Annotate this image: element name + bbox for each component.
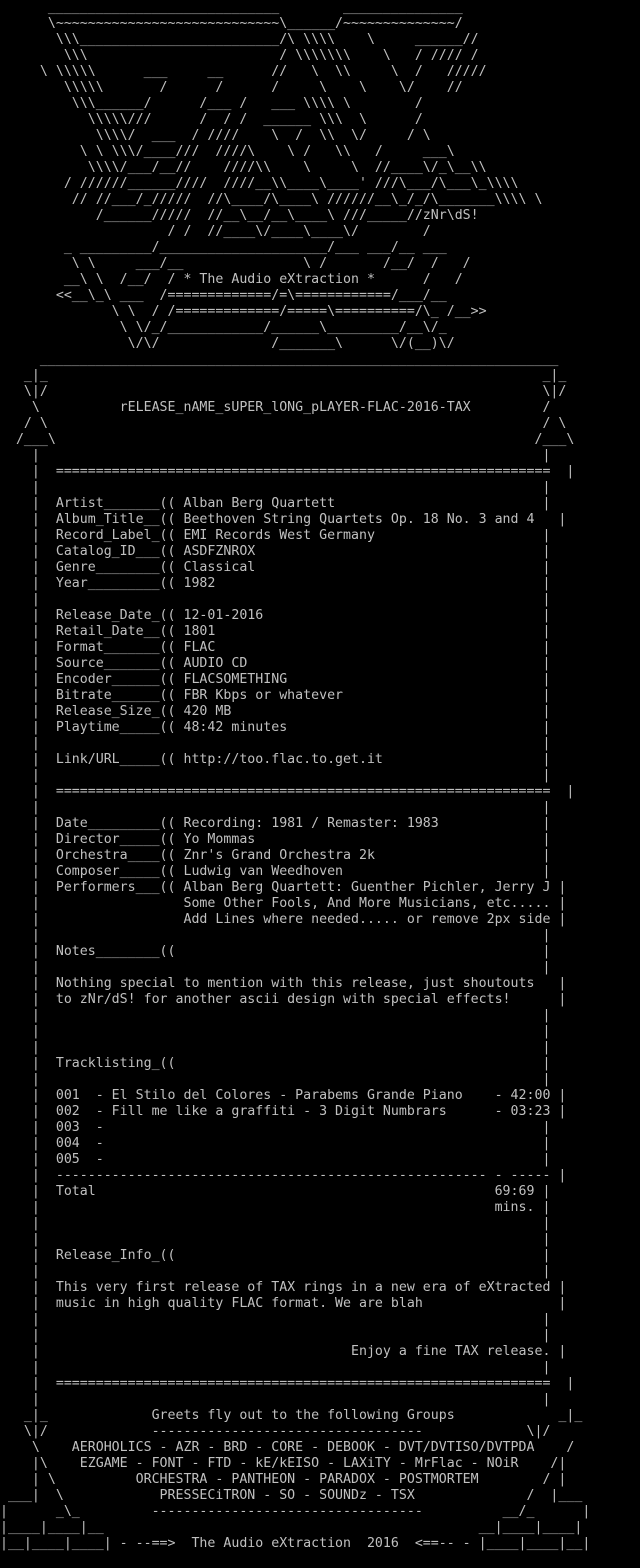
nfo-line: _________________________________________________________________ <box>0 352 559 367</box>
nfo-line: |__|____|____| - --==> The Audio eXtraction 2016 <==-- - |____|____|__| <box>0 1536 591 1551</box>
nfo-line: | 003 - | <box>0 1120 551 1135</box>
nfo-line: | 004 - | <box>0 1136 551 1151</box>
nfo-line: | Orchestra____(( Znr's Grand Orchestra 2k | <box>0 848 551 863</box>
nfo-line: _|_ _|_ <box>0 368 567 383</box>
nfo-line: | Date_________(( Recording: 1981 / Remaster: 1983 | <box>0 816 551 831</box>
nfo-line: | | <box>0 1216 551 1231</box>
nfo-line: | Link/URL_____(( http://too.flac.to.get.it | <box>0 752 551 767</box>
nfo-line: | _\_ ---------------------------------- __/_ | <box>0 1504 591 1519</box>
nfo-line: /______///// //__\__/__\____\ ///_____//zNr\dS! <box>0 208 479 223</box>
nfo-line: \ \\\\\ ___ __ // \ \\ \ / ///// <box>0 64 487 79</box>
nfo-line: | ============================================================== | <box>0 464 575 479</box>
nfo-line: | Notes________(( | <box>0 944 551 959</box>
nfo-line: // //___/_///// //\____/\____\ //////__\_/_/\_______\\\\ \ <box>0 192 543 207</box>
nfo-line: __\ \ /__/ / * The Audio eXtraction * / / <box>0 272 463 287</box>
nfo-line: | to zNr/dS! for another ascii design with special effects! | <box>0 992 567 1007</box>
nfo-line: | music in high quality FLAC format. We are blah | <box>0 1296 567 1311</box>
nfo-line: \ \ / /=============/=====\==========/\_ /__>> <box>0 304 487 319</box>
nfo-line: | 005 - | <box>0 1152 551 1167</box>
nfo-line: | | <box>0 1008 551 1023</box>
nfo-line: \~~~~~~~~~~~~~~~~~~~~~~~~~~~~\______/~~~~~~~~~~~~~~/ <box>0 16 463 31</box>
nfo-line: | Nothing special to mention with this release, just shoutouts | <box>0 976 567 991</box>
nfo-line: | Composer_____(( Ludwig van Weedhoven | <box>0 864 551 879</box>
nfo-line: | Add Lines where needed..... or remove 2px side | <box>0 912 567 927</box>
nfo-line: | Performers___(( Alban Berg Quartett: Guenther Pichler, Jerry J | <box>0 880 567 895</box>
nfo-line: \ rELEASE_nAME_sUPER_lONG_pLAYER-FLAC-2016-TAX / <box>0 400 551 415</box>
nfo-line: | ============================================================== | <box>0 784 575 799</box>
nfo-line: | 001 - El Stilo del Colores - Parabems Grande Piano - 42:00 | <box>0 1088 567 1103</box>
nfo-line: | | <box>0 1264 551 1279</box>
nfo-line: | | <box>0 1392 551 1407</box>
nfo-line: | | <box>0 960 551 975</box>
nfo-line: | Source_______(( AUDIO CD | <box>0 656 551 671</box>
nfo-line: | Some Other Fools, And More Musicians, etc..... | <box>0 896 567 911</box>
nfo-line: | Bitrate______(( FBR Kbps or whatever | <box>0 688 551 703</box>
nfo-line: | Release_Size_(( 420 MB | <box>0 704 551 719</box>
nfo-line: /___\ /___\ <box>0 432 575 447</box>
nfo-line: \ AEROHOLICS - AZR - BRD - CORE - DEBOOK - DVT/DVTISO/DVTPDA / <box>0 1440 575 1455</box>
nfo-line: | Year_________(( 1982 | <box>0 576 551 591</box>
nfo-line: | Genre________(( Classical | <box>0 560 551 575</box>
nfo-line: | | <box>0 736 551 751</box>
nfo-line: \ \/_/____________/______\_________/__\/_ <box>0 320 447 335</box>
nfo-line: | This very first release of TAX rings in a new era of eXtracted | <box>0 1280 567 1295</box>
nfo-line: | ------------------------------------------------------ - ----- | <box>0 1168 567 1183</box>
nfo-line: \\\ / \\\\\\\ \ / //// / <box>0 48 479 63</box>
nfo-line: | | <box>0 1328 551 1343</box>
nfo-line: \|/ ---------------------------------- \|/ <box>0 1424 551 1439</box>
nfo-line: _____________________________ _______________ <box>0 0 463 15</box>
nfo-line: \\\\/___/__// ////\\ \ \ //____\/_\__\\ <box>0 160 487 175</box>
nfo-line: | \ ORCHESTRA - PANTHEON - PARADOX - POSTMORTEM / | <box>0 1472 567 1487</box>
nfo-line: / / //____\/____\____\/ / <box>0 224 431 239</box>
nfo-line: _|_ Greets fly out to the following Groups _|_ <box>0 1408 583 1423</box>
nfo-line: ___| \ PRESSECiTRON - SO - SOUNDz - TSX / |___ <box>0 1488 583 1503</box>
nfo-line: \/\/ /_______\ \/(__)\/ <box>0 336 455 351</box>
nfo-line: | Format_______(( FLAC | <box>0 640 551 655</box>
nfo-line: | | <box>0 1312 551 1327</box>
nfo-line: | Release_Date_(( 12-01-2016 | <box>0 608 551 623</box>
nfo-line: | | <box>0 928 551 943</box>
nfo-line: | 002 - Fill me like a graffiti - 3 Digit Numbrars - 03:23 | <box>0 1104 567 1119</box>
nfo-line: \\\_________________________/\ \\\\ \ ______// <box>0 32 479 47</box>
nfo-line: | Enjoy a fine TAX release. | <box>0 1344 567 1359</box>
nfo-line: | ============================================================== | <box>0 1376 575 1391</box>
nfo-line: | Total 69:69 | <box>0 1184 551 1199</box>
nfo-line: | | <box>0 448 551 463</box>
nfo-line: | | <box>0 1040 551 1055</box>
nfo-line: | Record_Label_(( EMI Records West Germany | <box>0 528 551 543</box>
nfo-line: _ _________/_____________________/___ ___/__ ___ <box>0 240 447 255</box>
nfo-line: | Album_Title__(( Beethoven String Quartets Op. 18 No. 3 and 4 | <box>0 512 567 527</box>
nfo-line: | | <box>0 592 551 607</box>
nfo-line: / \ / \ <box>0 416 567 431</box>
nfo-line: \\\\\ / / / \ \ \/ // <box>0 80 463 95</box>
nfo-line: | Tracklisting_(( | <box>0 1056 551 1071</box>
nfo-line: | | <box>0 1232 551 1247</box>
nfo-line: | Playtime_____(( 48:42 minutes | <box>0 720 551 735</box>
nfo-line: | Retail_Date__(( 1801 | <box>0 624 551 639</box>
nfo-line: \ \ ___/__ \ / /__/ / / <box>0 256 471 271</box>
nfo-line: <<__\_\ ___ /=============/=\============/___/__ <box>0 288 447 303</box>
nfo-line: | mins. | <box>0 1200 551 1215</box>
nfo-line: \\\\\/// / / / ______ \\\ \ / <box>0 112 423 127</box>
nfo-line: | Catalog_ID___(( ASDFZNROX | <box>0 544 551 559</box>
nfo-line: | Director_____(( Yo Mommas | <box>0 832 551 847</box>
nfo-line: | | <box>0 1072 551 1087</box>
nfo-line: \|/ \|/ <box>0 384 567 399</box>
nfo-line: | Artist_______(( Alban Berg Quartett | <box>0 496 551 511</box>
nfo-line: / //////______//// ////__\\____\____' ///\___/\___\_\\\\ <box>0 176 519 191</box>
nfo-line: \\\\/ ___ / //// \ / \\ \/ / \ <box>0 128 431 143</box>
nfo-line: | | <box>0 768 551 783</box>
nfo-line: | | <box>0 1360 551 1375</box>
nfo-line: | | <box>0 480 551 495</box>
nfo-line: | Encoder______(( FLACSOMETHING | <box>0 672 551 687</box>
nfo-line: | | <box>0 1024 551 1039</box>
nfo-line: | | <box>0 800 551 815</box>
nfo-line: \\\______/ /___ / ___ \\\\ \ / <box>0 96 423 111</box>
nfo-line: | Release_Info_(( | <box>0 1248 551 1263</box>
nfo-line: |____|____|__ __|____|____| <box>0 1520 583 1535</box>
nfo-line: \ \ \\\/____/// ////\ \ / \\ / ___\ <box>0 144 455 159</box>
nfo-line: |\ EZGAME - FONT - FTD - kE/kEISO - LAXiTY - MrFlac - NOiR /| <box>0 1456 567 1471</box>
